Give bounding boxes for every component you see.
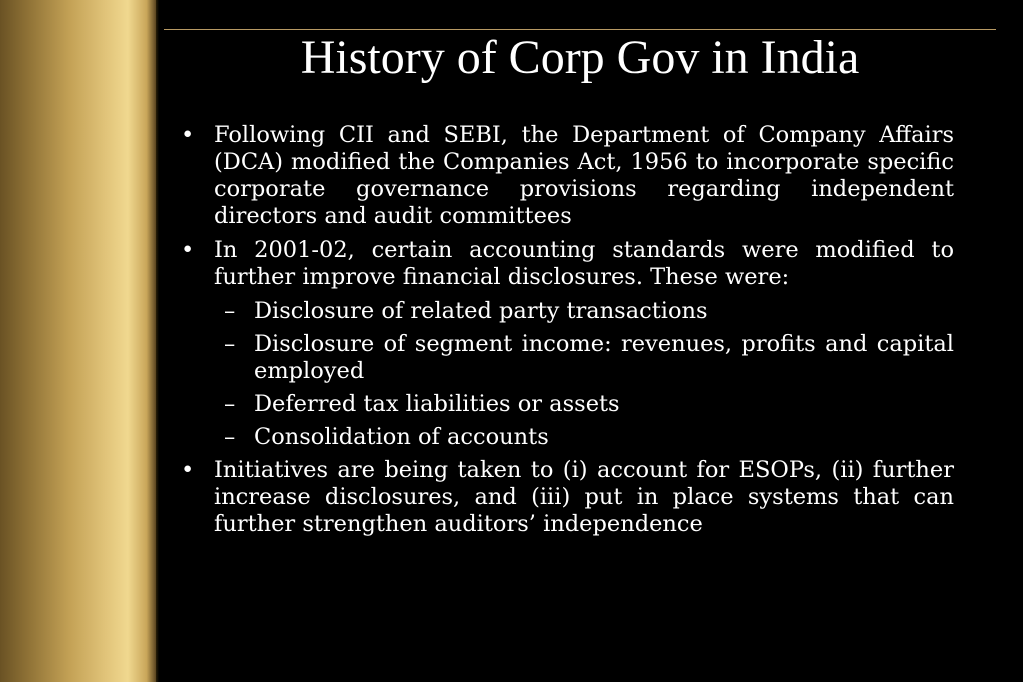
sub-bullet-item <box>181 424 954 451</box>
bullet-text: Following CII and SEBI, the Department of Company Affairs (DCA) modified the Companies Act, 1956 to incorporate specific corporate governance provisions regarding independent directors and audit committees <box>214 122 954 229</box>
slide-title: History of Corp Gov in India <box>300 31 860 84</box>
bullet-item <box>181 122 954 230</box>
sub-bullet-text: Disclosure of related party transactions <box>254 298 708 324</box>
sub-bullet-item <box>181 391 954 418</box>
sub-bullet-marker: – <box>224 331 236 357</box>
sub-bullet-text: Consolidation of accounts <box>254 424 549 450</box>
bullet-marker: • <box>181 122 195 148</box>
sub-bullet-item <box>181 298 954 325</box>
bullet-text: Initiatives are being taken to (i) account for ESOPs, (ii) further increase disclosures, and (iii) put in place systems that can further strengthen auditors’ independence <box>214 457 954 537</box>
slide-content <box>181 122 954 545</box>
sub-bullet-text: Deferred tax liabilities or assets <box>254 391 620 417</box>
bullet-text: In 2001-02, certain accounting standards were modified to further improve financial disclosures. These were: <box>214 237 954 290</box>
sub-bullet-text: Disclosure of segment income: revenues, profits and capital employed <box>254 331 954 384</box>
side-bar-shadow <box>156 0 159 682</box>
sub-bullet-item <box>181 331 954 385</box>
bullet-item <box>181 457 954 538</box>
sub-bullet-marker: – <box>224 424 236 450</box>
bullet-item <box>181 237 954 291</box>
bullet-marker: • <box>181 237 195 263</box>
bullet-marker: • <box>181 457 195 483</box>
sub-bullet-marker: – <box>224 298 236 324</box>
sub-bullet-marker: – <box>224 391 236 417</box>
gold-side-bar <box>0 0 156 682</box>
